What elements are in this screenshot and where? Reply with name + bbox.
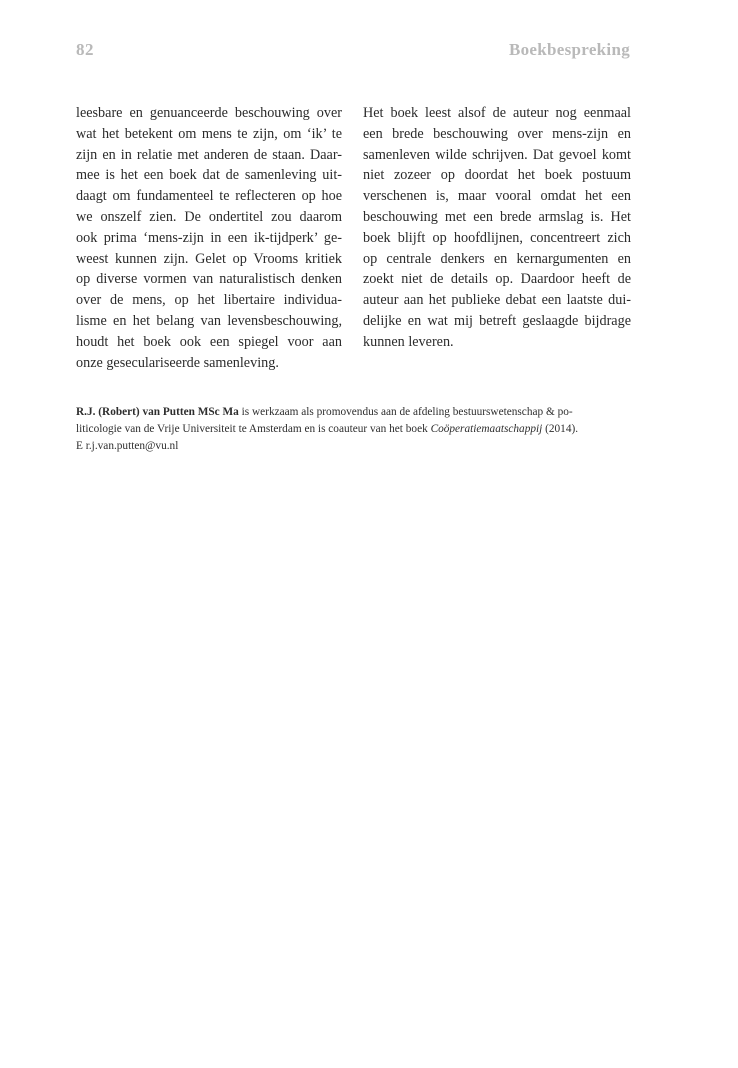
text-line: daagt om fundamenteel te reflecteren op hoe (76, 188, 342, 205)
text-line: Het boek leest alsof de auteur nog eenmaal (363, 105, 631, 121)
text-line: wat het betekent om mens te zijn, om ‘ik’ te (76, 125, 342, 142)
text-line: op diverse vormen van naturalistisch denken (76, 271, 342, 288)
body-column-right (363, 103, 631, 353)
text-line: zoekt niet de details op. Daardoor heeft de (363, 271, 631, 288)
text-line: lisme en het belang van levensbeschouwing, (76, 312, 342, 329)
footnote-line (76, 421, 636, 438)
text-line: houdt het boek ook een spiegel voor aan (76, 333, 342, 350)
text-line: samenleven wilde schrijven. Dat gevoel komt (363, 146, 631, 163)
author-name: R.J. (Robert) van Putten MSc Ma (76, 406, 239, 418)
text-line: auteur aan het publieke debat een laatste dui- (363, 292, 631, 309)
text-line: onze geseculariseerde samenleving. (76, 354, 279, 371)
text-line: we onszelf zien. De ondertitel zou daarom (76, 208, 342, 225)
running-header-section: Boekbespreking (508, 40, 630, 59)
text-line: ook prima ‘mens-zijn in een ik-tijdperk’ ge- (76, 229, 342, 246)
footnote-text: is werkzaam als promovendus aan de afdeling bestuurswetenschap & po- (238, 406, 573, 418)
author-email: E r.j.van.putten@vu.nl (76, 440, 179, 452)
text-line: kunnen leveren. (363, 333, 454, 350)
text-line: weest kunnen zijn. Gelet op Vrooms kritiek (76, 250, 342, 267)
text-line: verschenen is, maar vooral omdat het een (363, 188, 631, 205)
text-line: een brede beschouwing over mens-zijn en (363, 125, 631, 142)
footnote-text: (2014). (542, 423, 579, 435)
text-line: zijn en in relatie met anderen de staan. Daar- (76, 146, 342, 163)
book-title: Coöperatiemaatschappij (430, 423, 543, 435)
body-column-left (76, 103, 342, 373)
text-line: niet zozeer op doordat het boek postuum (363, 167, 631, 184)
footnote-line (76, 404, 636, 421)
text-line: mee is het een boek dat de samenleving uit- (76, 167, 342, 184)
text-line: op centrale denkers en kernargumenten en (363, 250, 631, 267)
footnote-text: liticologie van de Vrije Universiteit te Amsterdam en is coauteur van het boek (76, 423, 431, 435)
text-line: beschouwing met een brede armslag is. Het (363, 208, 631, 225)
author-footnote (76, 404, 636, 455)
text-line: delijke en wat mij betreft geslaagde bijdrage (363, 312, 631, 329)
text-line: over de mens, op het libertaire individua- (76, 292, 342, 309)
text-line: leesbare en genuanceerde beschouwing over (76, 105, 342, 121)
page-number: 82 (76, 40, 94, 59)
text-line: boek blijft op hoofdlijnen, concentreert zich (363, 229, 631, 246)
